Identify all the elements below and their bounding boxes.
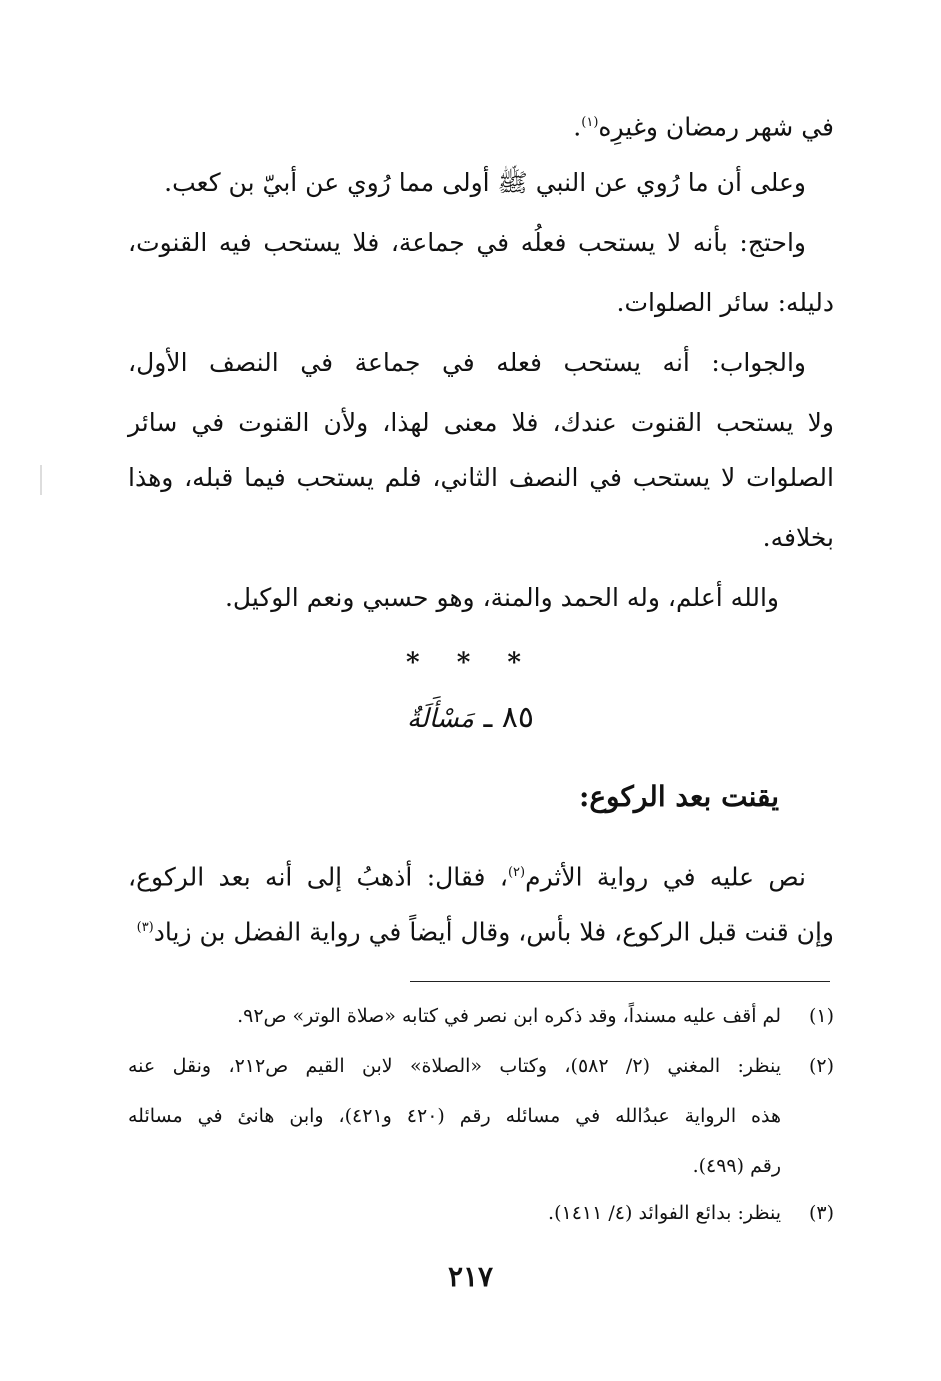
body-line-4: دليله: سائر الصلوات. xyxy=(616,288,834,317)
footnote-ref-2[interactable]: (٢) xyxy=(507,865,526,880)
body2-line-2: وإن قنت قبل الركوع، فلا بأس، وقال أيضاً في رواية الفضل بن زياد$^{(٣)}$ xyxy=(136,917,834,947)
body-line-1: في شهر رمضان وغيرِه$^{(١)}$. xyxy=(573,112,834,142)
footnote-2-line-2: هذه الرواية عبدُالله في مسائله رقم (٤٢٠ و٤٢١)، وابن هانئ في مسائله xyxy=(128,1105,781,1127)
body-line-2: وعلى أن ما رُوي عن النبي ﷺ أولى مما رُوي عن أبيّ بن كعب. xyxy=(164,168,806,197)
body-line-9: والله أعلم، وله الحمد والمنة، وهو حسبي ونعم الوكيل. xyxy=(224,583,779,612)
body-line-7: الصلوات لا يستحب في النصف الثاني، فلم يستحب فيما قبله، وهذا xyxy=(128,463,834,492)
footnote-2-line-1: ينظر: المغني (٢/ ٥٨٢)، وكتاب «الصلاة» لابن القيم ص٢١٢، ونقل عنه xyxy=(128,1055,781,1077)
footnote-ref-3[interactable]: (٣) xyxy=(136,920,154,935)
footnote-2-number: (٢) xyxy=(808,1055,834,1077)
footnote-ref-1[interactable]: (١) xyxy=(581,115,599,130)
footnote-1-number: (١) xyxy=(808,1005,834,1027)
footnote-3-text: ينظر: بدائع الفوائد (٤/ ١٤١١). xyxy=(548,1202,781,1224)
footnote-3-number: (٣) xyxy=(808,1202,834,1224)
section-number: ٨٥ ـ xyxy=(483,700,534,735)
section-separator: * * * xyxy=(406,648,535,678)
section-word: مَسْأَلَةٌ xyxy=(406,704,474,734)
footnote-2-line-3: رقم (٤٩٩). xyxy=(692,1155,781,1177)
page-number: ٢١٧ xyxy=(447,1260,494,1293)
footnote-divider xyxy=(410,981,830,982)
scan-margin-mark xyxy=(40,465,42,495)
footnote-1-text: لم أقف عليه مسنداً، وقد ذكره ابن نصر في كتابه «صلاة الوتر» ص٩٢. xyxy=(237,1005,781,1027)
issue-heading: يقنت بعد الركوع: xyxy=(579,780,779,813)
body-line-5: والجواب: أنه يستحب فعله في جماعة في النصف الأول، xyxy=(128,348,806,377)
body-line-6: ولا يستحب القنوت عندك، فلا معنى لهذا، ولأن القنوت في سائر xyxy=(128,408,834,437)
body-line-3: واحتج: بأنه لا يستحب فعلُه في جماعة، فلا يستحب فيه القنوت، xyxy=(128,228,806,257)
body-line-8: بخلافه. xyxy=(762,523,834,552)
section-title xyxy=(0,700,941,735)
body2-line-1: نص عليه في رواية الأثرم$^{(٢)}$، فقال: أذهبُ إلى أنه بعد الركوع، xyxy=(128,862,806,892)
